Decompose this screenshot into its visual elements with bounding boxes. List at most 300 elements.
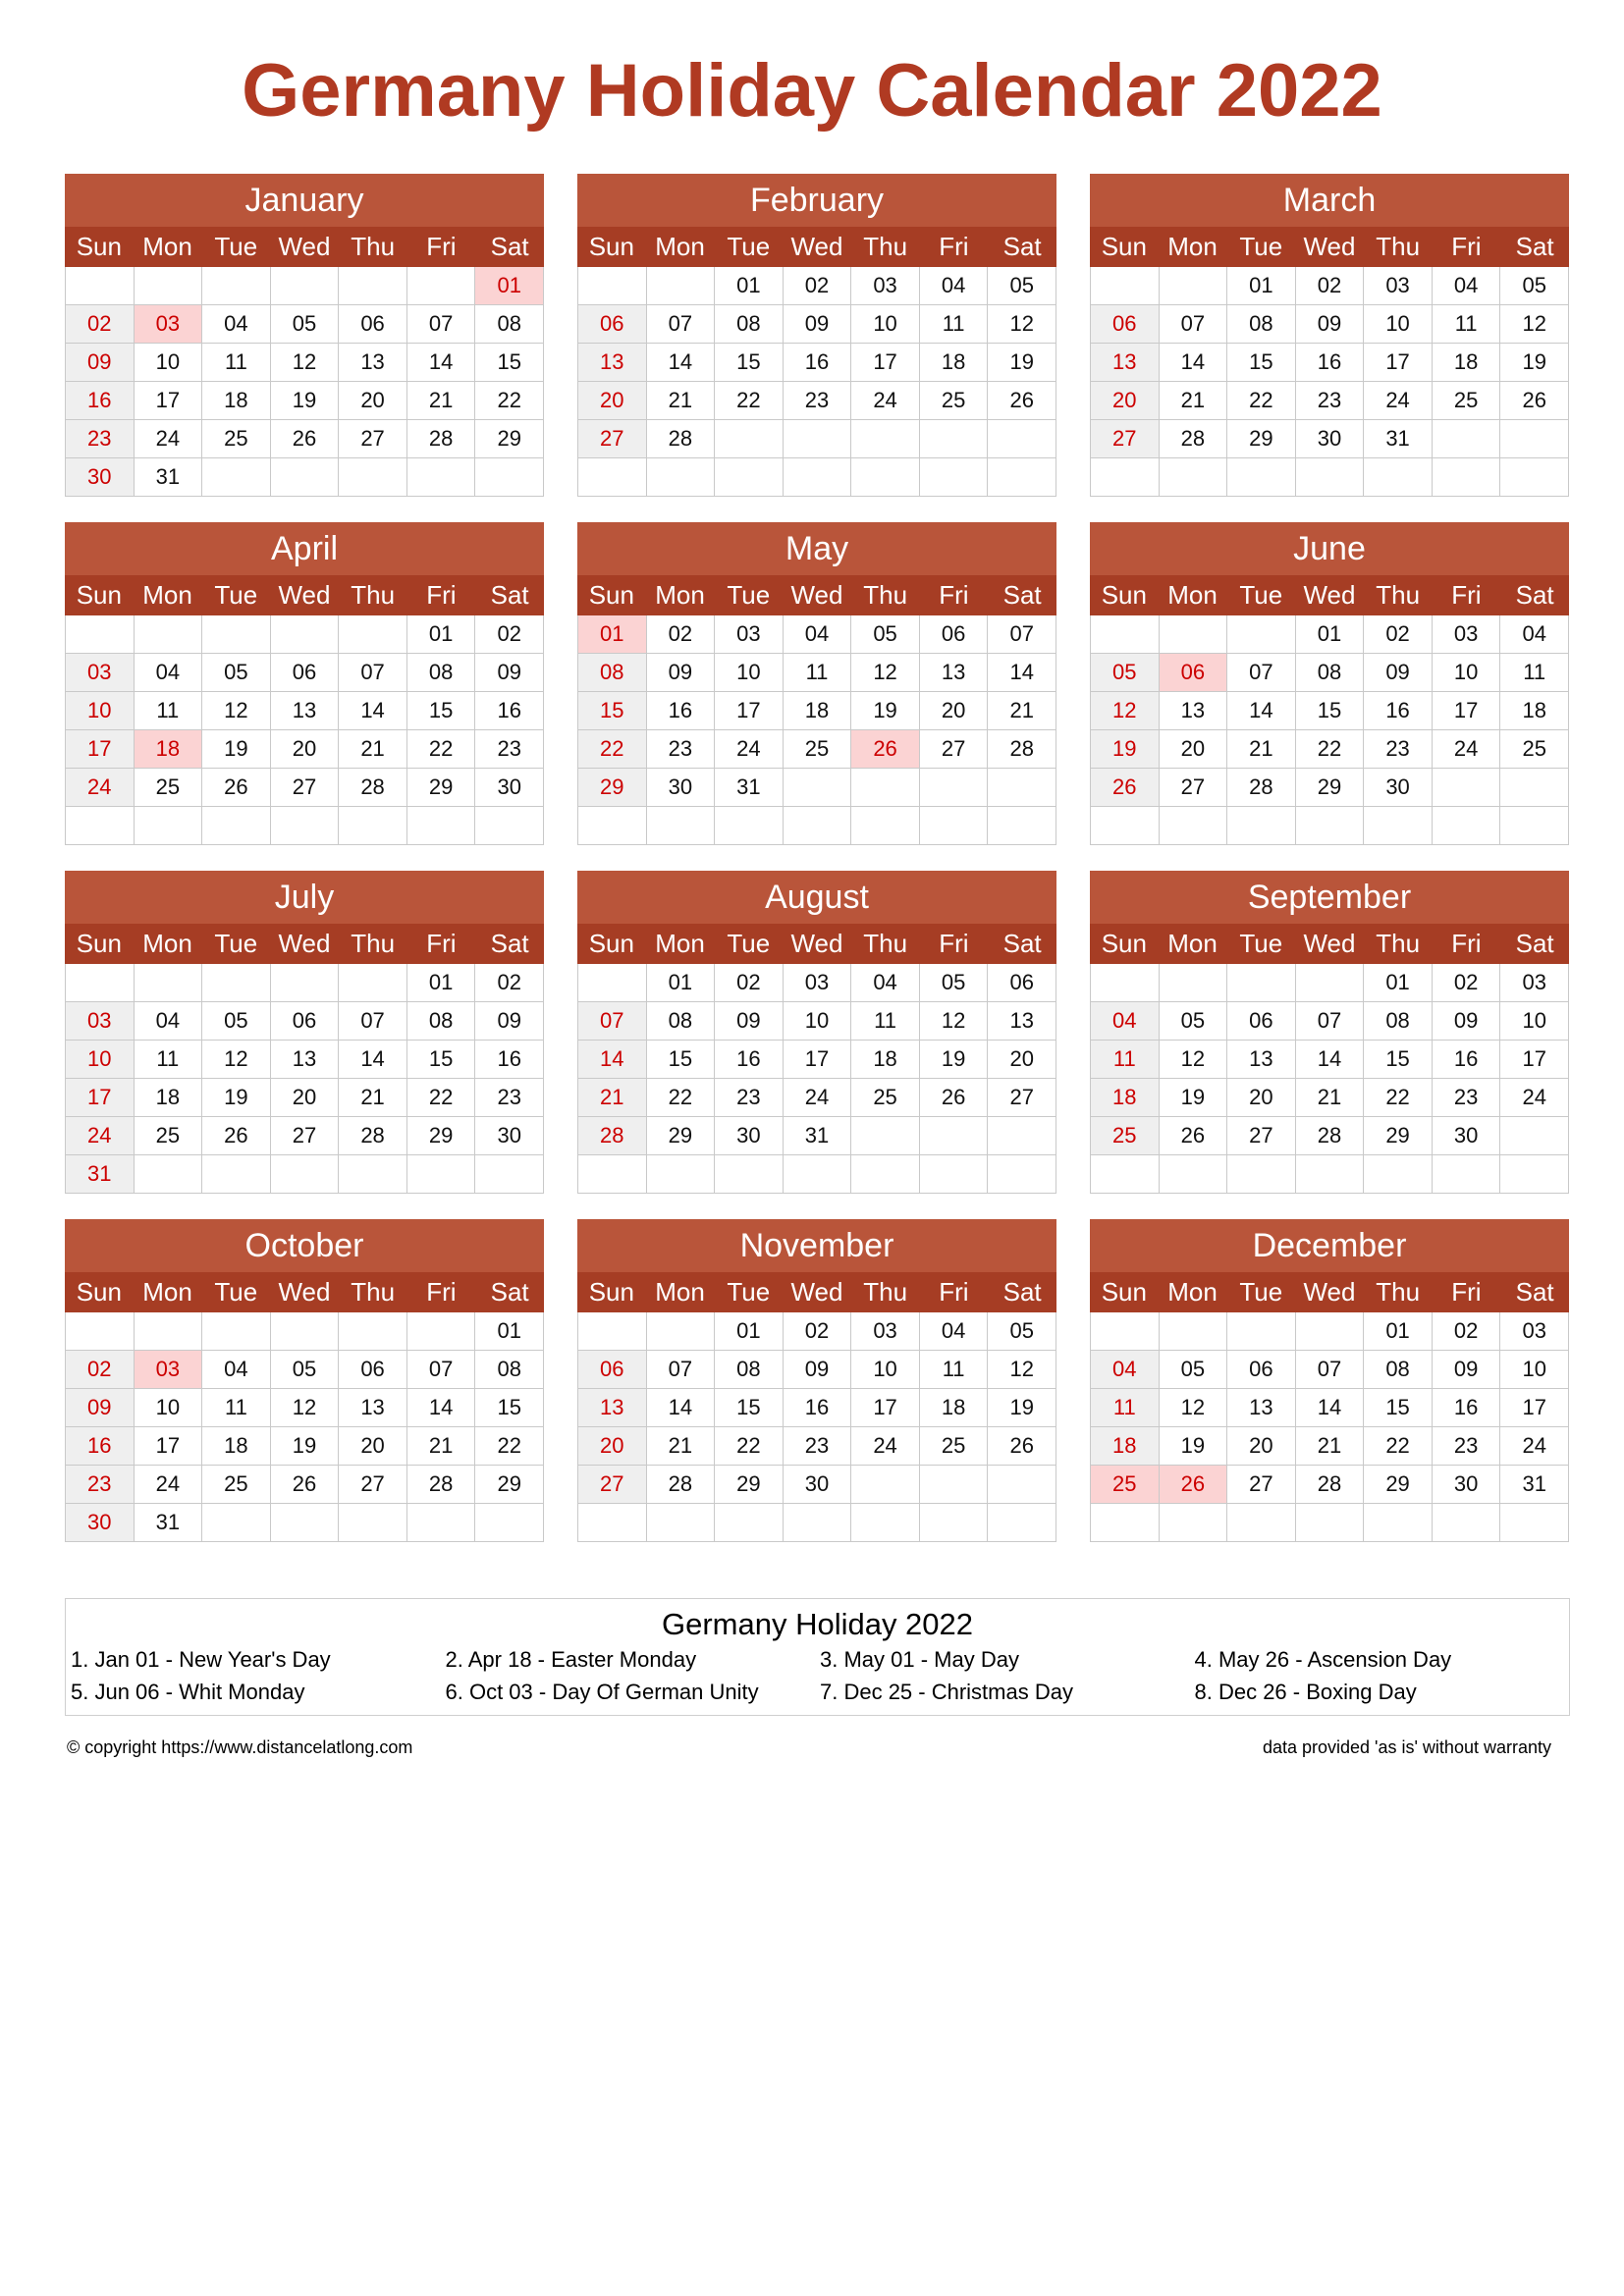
day-cell: 28 — [339, 1117, 407, 1155]
day-cell: 25 — [135, 769, 203, 807]
empty-day-cell — [66, 1312, 135, 1351]
empty-day-cell — [66, 807, 135, 845]
day-cell: 27 — [1227, 1117, 1296, 1155]
day-cell: 11 — [202, 1389, 271, 1427]
weekday-header — [65, 924, 544, 964]
day-cell: 27 — [1160, 769, 1228, 807]
day-cell: 08 — [578, 654, 647, 692]
empty-day-cell — [202, 615, 271, 654]
empty-day-cell — [578, 1312, 647, 1351]
weekday-label: Mon — [142, 580, 192, 610]
day-cell: 27 — [1227, 1466, 1296, 1504]
empty-day-cell — [202, 1155, 271, 1194]
empty-day-cell — [1227, 1504, 1296, 1542]
day-cell: 21 — [647, 382, 716, 420]
day-cell: 23 — [784, 382, 852, 420]
day-cell: 02 — [1364, 615, 1433, 654]
day-cell: 02 — [1433, 1312, 1501, 1351]
empty-day-cell — [1296, 807, 1365, 845]
day-cell: 21 — [1227, 730, 1296, 769]
day-cell: 29 — [647, 1117, 716, 1155]
day-cell: 15 — [1227, 344, 1296, 382]
day-cell: 02 — [784, 267, 852, 305]
empty-day-cell — [578, 1155, 647, 1194]
months-grid — [65, 174, 1570, 1542]
day-cell: 24 — [784, 1079, 852, 1117]
day-cell: 29 — [475, 1466, 544, 1504]
day-cell: 13 — [578, 344, 647, 382]
empty-day-cell — [66, 615, 135, 654]
day-grid — [577, 267, 1056, 497]
empty-day-cell — [1364, 1504, 1433, 1542]
weekday-label: Fri — [426, 580, 457, 610]
day-cell: 21 — [1160, 382, 1228, 420]
holiday-day-cell: 01 — [578, 615, 647, 654]
day-cell: 18 — [1091, 1427, 1160, 1466]
day-cell: 09 — [784, 1351, 852, 1389]
weekday-label: Mon — [655, 580, 705, 610]
empty-day-cell — [851, 769, 920, 807]
empty-day-cell — [1091, 807, 1160, 845]
day-cell: 05 — [920, 964, 989, 1002]
day-cell: 01 — [407, 615, 476, 654]
empty-day-cell — [1160, 615, 1228, 654]
day-cell: 09 — [1364, 654, 1433, 692]
month-name: October — [65, 1219, 544, 1272]
day-cell: 24 — [1500, 1427, 1569, 1466]
empty-day-cell — [647, 458, 716, 497]
day-cell: 04 — [920, 267, 989, 305]
empty-day-cell — [66, 964, 135, 1002]
day-cell: 14 — [988, 654, 1056, 692]
day-cell: 20 — [920, 692, 989, 730]
day-cell: 13 — [988, 1002, 1056, 1041]
day-cell: 26 — [988, 382, 1056, 420]
weekday-label: Thu — [863, 1277, 908, 1307]
empty-day-cell — [988, 1504, 1056, 1542]
weekday-label: Mon — [655, 1277, 705, 1307]
empty-day-cell — [135, 615, 203, 654]
day-cell: 19 — [1160, 1079, 1228, 1117]
weekday-label: Tue — [1239, 580, 1283, 610]
empty-day-cell — [578, 964, 647, 1002]
day-cell: 16 — [784, 1389, 852, 1427]
day-cell: 24 — [66, 769, 135, 807]
day-cell: 23 — [1296, 382, 1365, 420]
day-cell: 16 — [475, 1041, 544, 1079]
day-cell: 16 — [1364, 692, 1433, 730]
day-cell: 11 — [1500, 654, 1569, 692]
day-cell: 04 — [135, 654, 203, 692]
weekday-label: Sat — [1002, 929, 1042, 958]
day-cell: 02 — [715, 964, 784, 1002]
empty-day-cell — [1160, 1155, 1228, 1194]
weekday-label: Wed — [278, 929, 331, 958]
day-cell: 01 — [475, 1312, 544, 1351]
day-cell: 05 — [1160, 1351, 1228, 1389]
holiday-item: 7. Dec 25 - Christmas Day — [820, 1680, 1073, 1704]
day-cell: 31 — [715, 769, 784, 807]
day-cell: 05 — [988, 1312, 1056, 1351]
day-cell: 10 — [135, 344, 203, 382]
day-cell: 23 — [1433, 1079, 1501, 1117]
day-cell: 30 — [1433, 1466, 1501, 1504]
day-cell: 22 — [715, 1427, 784, 1466]
month-october — [65, 1219, 544, 1542]
day-cell: 22 — [715, 382, 784, 420]
day-cell: 06 — [339, 1351, 407, 1389]
day-cell: 20 — [339, 1427, 407, 1466]
day-cell: 14 — [647, 344, 716, 382]
day-cell: 12 — [851, 654, 920, 692]
day-cell: 10 — [135, 1389, 203, 1427]
weekday-label: Tue — [1239, 1277, 1283, 1307]
day-cell: 19 — [1160, 1427, 1228, 1466]
weekday-label: Wed — [278, 580, 331, 610]
day-cell: 09 — [66, 1389, 135, 1427]
weekday-label: Sat — [490, 580, 529, 610]
empty-day-cell — [1227, 807, 1296, 845]
day-cell: 24 — [66, 1117, 135, 1155]
empty-day-cell — [475, 1504, 544, 1542]
day-cell: 21 — [407, 382, 476, 420]
day-cell: 28 — [988, 730, 1056, 769]
day-cell: 15 — [715, 1389, 784, 1427]
empty-day-cell — [920, 458, 989, 497]
day-cell: 01 — [647, 964, 716, 1002]
empty-day-cell — [407, 1504, 476, 1542]
day-cell: 21 — [407, 1427, 476, 1466]
day-cell: 02 — [1296, 267, 1365, 305]
day-cell: 29 — [407, 769, 476, 807]
weekday-label: Sat — [490, 929, 529, 958]
empty-day-cell — [784, 458, 852, 497]
day-cell: 03 — [715, 615, 784, 654]
empty-day-cell — [647, 1312, 716, 1351]
day-cell: 31 — [135, 458, 203, 497]
empty-day-cell — [135, 807, 203, 845]
day-cell: 30 — [66, 1504, 135, 1542]
day-cell: 23 — [715, 1079, 784, 1117]
day-cell: 11 — [202, 344, 271, 382]
empty-day-cell — [1500, 458, 1569, 497]
day-cell: 06 — [339, 305, 407, 344]
month-name: December — [1090, 1219, 1569, 1272]
empty-day-cell — [578, 267, 647, 305]
weekday-header — [1090, 575, 1569, 615]
weekday-label: Sun — [588, 929, 634, 958]
weekday-label: Thu — [1376, 580, 1421, 610]
day-cell: 21 — [988, 692, 1056, 730]
day-cell: 15 — [578, 692, 647, 730]
day-cell: 09 — [715, 1002, 784, 1041]
day-cell: 13 — [920, 654, 989, 692]
day-cell: 07 — [647, 305, 716, 344]
empty-day-cell — [988, 1155, 1056, 1194]
day-cell: 14 — [647, 1389, 716, 1427]
weekday-label: Sat — [1002, 1277, 1042, 1307]
month-name: April — [65, 522, 544, 575]
day-grid — [577, 1312, 1056, 1542]
empty-day-cell — [1364, 807, 1433, 845]
day-cell: 07 — [1296, 1002, 1365, 1041]
day-cell: 06 — [920, 615, 989, 654]
day-cell: 28 — [1296, 1117, 1365, 1155]
weekday-label: Tue — [214, 1277, 258, 1307]
day-cell: 26 — [1500, 382, 1569, 420]
empty-day-cell — [647, 1504, 716, 1542]
empty-day-cell — [988, 769, 1056, 807]
day-cell: 13 — [339, 344, 407, 382]
month-name: September — [1090, 871, 1569, 924]
day-cell: 24 — [851, 1427, 920, 1466]
empty-day-cell — [202, 267, 271, 305]
day-cell: 23 — [1433, 1427, 1501, 1466]
empty-day-cell — [271, 267, 340, 305]
day-cell: 09 — [1433, 1002, 1501, 1041]
weekday-label: Fri — [426, 232, 457, 261]
weekday-label: Sat — [1515, 1277, 1554, 1307]
empty-day-cell — [339, 1312, 407, 1351]
empty-day-cell — [715, 458, 784, 497]
day-cell: 25 — [135, 1117, 203, 1155]
day-cell: 30 — [647, 769, 716, 807]
empty-day-cell — [1091, 964, 1160, 1002]
day-cell: 30 — [475, 1117, 544, 1155]
day-cell: 19 — [988, 1389, 1056, 1427]
day-cell: 16 — [1433, 1041, 1501, 1079]
empty-day-cell — [1296, 1312, 1365, 1351]
day-cell: 27 — [339, 1466, 407, 1504]
day-cell: 18 — [851, 1041, 920, 1079]
day-cell: 05 — [202, 1002, 271, 1041]
day-cell: 16 — [66, 1427, 135, 1466]
day-cell: 03 — [851, 1312, 920, 1351]
day-cell: 31 — [784, 1117, 852, 1155]
day-cell: 03 — [66, 654, 135, 692]
day-cell: 05 — [1160, 1002, 1228, 1041]
day-cell: 23 — [1364, 730, 1433, 769]
day-cell: 26 — [271, 1466, 340, 1504]
holiday-day-cell: 26 — [1160, 1466, 1228, 1504]
day-cell: 11 — [851, 1002, 920, 1041]
day-cell: 19 — [202, 730, 271, 769]
weekday-label: Wed — [278, 1277, 331, 1307]
day-cell: 10 — [66, 692, 135, 730]
day-cell: 20 — [1091, 382, 1160, 420]
day-cell: 18 — [202, 1427, 271, 1466]
weekday-label: Sat — [490, 1277, 529, 1307]
day-cell: 13 — [271, 692, 340, 730]
day-cell: 12 — [1160, 1389, 1228, 1427]
weekday-label: Sat — [1002, 580, 1042, 610]
day-cell: 11 — [1091, 1041, 1160, 1079]
empty-day-cell — [647, 807, 716, 845]
day-cell: 13 — [339, 1389, 407, 1427]
day-cell: 14 — [578, 1041, 647, 1079]
empty-day-cell — [202, 1312, 271, 1351]
day-cell: 22 — [475, 382, 544, 420]
day-cell: 06 — [988, 964, 1056, 1002]
day-cell: 09 — [475, 1002, 544, 1041]
weekday-label: Sun — [1101, 929, 1147, 958]
weekday-label: Fri — [1451, 580, 1482, 610]
day-cell: 07 — [339, 654, 407, 692]
empty-day-cell — [1500, 807, 1569, 845]
day-cell: 06 — [1091, 305, 1160, 344]
empty-day-cell — [920, 1504, 989, 1542]
day-cell: 20 — [988, 1041, 1056, 1079]
weekday-label: Tue — [1239, 232, 1283, 261]
day-cell: 17 — [784, 1041, 852, 1079]
day-cell: 11 — [920, 1351, 989, 1389]
month-february — [577, 174, 1056, 497]
day-cell: 05 — [988, 267, 1056, 305]
day-cell: 07 — [1160, 305, 1228, 344]
day-cell: 19 — [271, 1427, 340, 1466]
day-cell: 02 — [784, 1312, 852, 1351]
weekday-label: Mon — [142, 232, 192, 261]
day-cell: 04 — [851, 964, 920, 1002]
day-cell: 14 — [1296, 1041, 1365, 1079]
day-cell: 19 — [988, 344, 1056, 382]
day-cell: 31 — [1364, 420, 1433, 458]
weekday-header — [577, 575, 1056, 615]
day-cell: 09 — [784, 305, 852, 344]
weekday-label: Fri — [939, 232, 969, 261]
day-cell: 08 — [1364, 1002, 1433, 1041]
day-grid — [65, 964, 544, 1194]
empty-day-cell — [1500, 1155, 1569, 1194]
month-name: March — [1090, 174, 1569, 227]
day-cell: 24 — [135, 1466, 203, 1504]
empty-day-cell — [851, 1504, 920, 1542]
holiday-list — [66, 1644, 1569, 1707]
month-july — [65, 871, 544, 1194]
holiday-day-cell: 25 — [1091, 1466, 1160, 1504]
day-cell: 07 — [1296, 1351, 1365, 1389]
day-cell: 23 — [475, 1079, 544, 1117]
empty-day-cell — [407, 1155, 476, 1194]
weekday-label: Fri — [426, 929, 457, 958]
day-cell: 20 — [578, 1427, 647, 1466]
day-cell: 04 — [202, 1351, 271, 1389]
weekday-label: Wed — [1303, 232, 1356, 261]
day-cell: 25 — [851, 1079, 920, 1117]
day-cell: 16 — [475, 692, 544, 730]
weekday-label: Mon — [142, 929, 192, 958]
empty-day-cell — [271, 964, 340, 1002]
weekday-label: Sun — [76, 232, 122, 261]
empty-day-cell — [66, 267, 135, 305]
holiday-day-cell: 18 — [135, 730, 203, 769]
month-name: November — [577, 1219, 1056, 1272]
day-cell: 14 — [1160, 344, 1228, 382]
day-cell: 05 — [1091, 654, 1160, 692]
empty-day-cell — [920, 769, 989, 807]
day-cell: 06 — [271, 654, 340, 692]
day-cell: 25 — [920, 382, 989, 420]
weekday-label: Tue — [1239, 929, 1283, 958]
empty-day-cell — [851, 1155, 920, 1194]
empty-day-cell — [339, 458, 407, 497]
day-cell: 09 — [1296, 305, 1365, 344]
day-cell: 08 — [1227, 305, 1296, 344]
empty-day-cell — [271, 807, 340, 845]
day-cell: 17 — [66, 1079, 135, 1117]
weekday-label: Mon — [142, 1277, 192, 1307]
day-cell: 19 — [851, 692, 920, 730]
day-cell: 04 — [202, 305, 271, 344]
day-cell: 22 — [407, 730, 476, 769]
empty-day-cell — [715, 1504, 784, 1542]
weekday-label: Thu — [1376, 929, 1421, 958]
weekday-label: Mon — [655, 929, 705, 958]
day-cell: 10 — [851, 305, 920, 344]
day-cell: 05 — [271, 1351, 340, 1389]
empty-day-cell — [851, 1466, 920, 1504]
day-cell: 10 — [715, 654, 784, 692]
day-cell: 04 — [1091, 1351, 1160, 1389]
empty-day-cell — [1500, 1504, 1569, 1542]
day-cell: 22 — [407, 1079, 476, 1117]
day-cell: 30 — [1364, 769, 1433, 807]
day-cell: 29 — [1296, 769, 1365, 807]
day-cell: 20 — [1227, 1079, 1296, 1117]
empty-day-cell — [1500, 769, 1569, 807]
empty-day-cell — [647, 267, 716, 305]
weekday-label: Mon — [655, 232, 705, 261]
day-cell: 17 — [135, 382, 203, 420]
day-cell: 02 — [475, 964, 544, 1002]
day-cell: 28 — [647, 1466, 716, 1504]
day-cell: 18 — [1500, 692, 1569, 730]
holiday-item: 5. Jun 06 - Whit Monday — [71, 1680, 305, 1704]
weekday-label: Fri — [939, 929, 969, 958]
day-cell: 24 — [715, 730, 784, 769]
day-cell: 12 — [271, 344, 340, 382]
day-cell: 15 — [1364, 1041, 1433, 1079]
day-cell: 04 — [135, 1002, 203, 1041]
day-cell: 01 — [1364, 1312, 1433, 1351]
day-grid — [65, 615, 544, 845]
day-cell: 27 — [578, 420, 647, 458]
empty-day-cell — [851, 807, 920, 845]
holiday-item: 2. Apr 18 - Easter Monday — [445, 1647, 697, 1672]
day-cell: 15 — [1364, 1389, 1433, 1427]
empty-day-cell — [647, 1155, 716, 1194]
day-grid — [1090, 964, 1569, 1194]
day-cell: 27 — [271, 1117, 340, 1155]
day-cell: 09 — [475, 654, 544, 692]
empty-day-cell — [1433, 458, 1501, 497]
day-cell: 12 — [988, 1351, 1056, 1389]
month-name: August — [577, 871, 1056, 924]
weekday-label: Wed — [1303, 580, 1356, 610]
day-cell: 22 — [1364, 1079, 1433, 1117]
holiday-item: 3. May 01 - May Day — [820, 1647, 1019, 1672]
day-cell: 17 — [1433, 692, 1501, 730]
day-cell: 26 — [920, 1079, 989, 1117]
day-cell: 12 — [202, 692, 271, 730]
day-cell: 28 — [1296, 1466, 1365, 1504]
day-cell: 07 — [407, 1351, 476, 1389]
holiday-day-cell: 01 — [475, 267, 544, 305]
empty-day-cell — [135, 1155, 203, 1194]
empty-day-cell — [920, 1117, 989, 1155]
day-cell: 07 — [988, 615, 1056, 654]
day-cell: 30 — [66, 458, 135, 497]
